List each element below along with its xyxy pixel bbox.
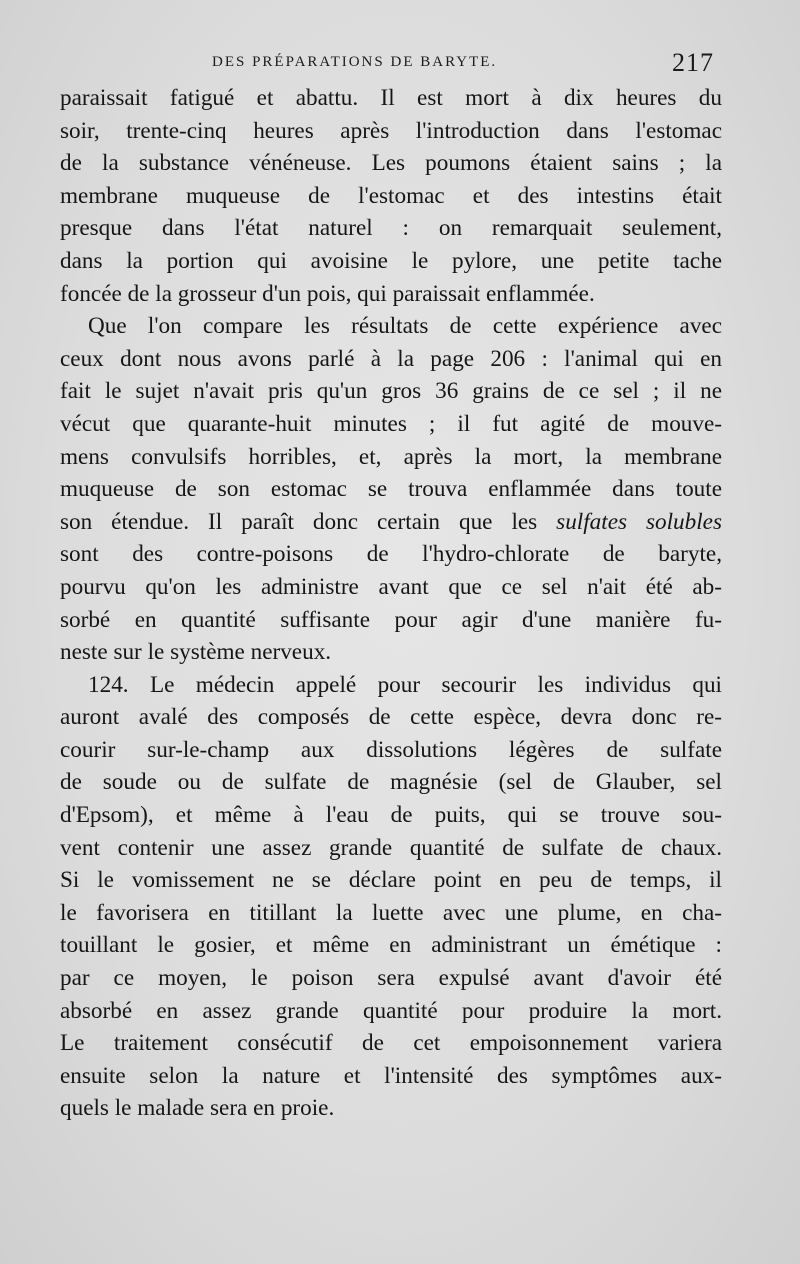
text-line: absorbé en assez grande quantité pour produire la mort. bbox=[60, 997, 722, 1024]
italic-phrase: sulfates solubles bbox=[556, 508, 722, 535]
page-number: 217 bbox=[672, 48, 714, 77]
text-line: de la substance vénéneuse. Les poumons étaient sains ; la bbox=[60, 150, 722, 177]
text-line: vent contenir une assez grande quantité de sulfate de chaux. bbox=[60, 834, 722, 861]
body-text bbox=[60, 82, 722, 1125]
text-line: foncée de la grosseur d'un pois, qui paraissait enflammée. bbox=[60, 280, 595, 307]
text-line-with-italic bbox=[60, 506, 722, 539]
text-line: membrane muqueuse de l'estomac et des intestins était bbox=[60, 182, 722, 209]
text-line: sorbé en quantité suffisante pour agir d'une manière fu- bbox=[60, 606, 722, 633]
text-line: paraissait fatigué et abattu. Il est mort à dix heures du bbox=[60, 85, 722, 111]
text-line: presque dans l'état naturel : on remarquait seulement, bbox=[60, 215, 722, 242]
text-line: muqueuse de son estomac se trouva enflammée dans toute bbox=[60, 476, 722, 503]
text-line: de soude ou de sulfate de magnésie (sel de Glauber, sel bbox=[60, 769, 722, 796]
text-line: Le traitement consécutif de cet empoisonnement variera bbox=[60, 1030, 722, 1057]
text-line: touillant le gosier, et même en administrant un émétique : bbox=[60, 932, 722, 959]
text-line: Si le vomissement ne se déclare point en peu de temps, il bbox=[60, 867, 722, 894]
text-line: ceux dont nous avons parlé à la page 206 : l'animal qui en bbox=[60, 345, 722, 372]
text-line: sont des contre-poisons de l'hydro-chlorate de baryte, bbox=[60, 541, 722, 568]
text-line: dans la portion qui avoisine le pylore, une petite tache bbox=[60, 247, 722, 274]
text-line: Que l'on compare les résultats de cette expérience avec bbox=[88, 313, 722, 340]
text-line: vécut que quarante-huit minutes ; il fut agité de mouve- bbox=[60, 410, 722, 437]
text-line: courir sur-le-champ aux dissolutions légères de sulfate bbox=[60, 736, 722, 763]
page-header bbox=[60, 50, 720, 80]
text-line: d'Epsom), et même à l'eau de puits, qui se trouve sou- bbox=[60, 802, 722, 829]
text-line: 124. Le médecin appelé pour secourir les individus qui bbox=[88, 671, 722, 698]
text-line: le favorisera en titillant la luette avec une plume, en cha- bbox=[60, 899, 722, 926]
text-line: fait le sujet n'avait pris qu'un gros 36 grains de ce sel ; il ne bbox=[60, 378, 722, 405]
text-line: ensuite selon la nature et l'intensité des symptômes aux- bbox=[60, 1062, 722, 1089]
text-line: quels le malade sera en proie. bbox=[60, 1095, 335, 1122]
text-line: auront avalé des composés de cette espèce, devra donc re- bbox=[60, 704, 722, 731]
running-title: DES PRÉPARATIONS DE BARYTE. bbox=[212, 54, 498, 70]
text-line-start: son étendue. Il paraît donc certain que les bbox=[60, 508, 538, 535]
text-line: mens convulsifs horribles, et, après la mort, la membrane bbox=[60, 443, 722, 470]
text-line: par ce moyen, le poison sera expulsé avant d'avoir été bbox=[60, 965, 722, 992]
text-line: pourvu qu'on les administre avant que ce sel n'ait été ab- bbox=[60, 573, 722, 600]
text-line: neste sur le système nerveux. bbox=[60, 639, 332, 666]
text-line: soir, trente-cinq heures après l'introduction dans l'estomac bbox=[60, 117, 722, 144]
